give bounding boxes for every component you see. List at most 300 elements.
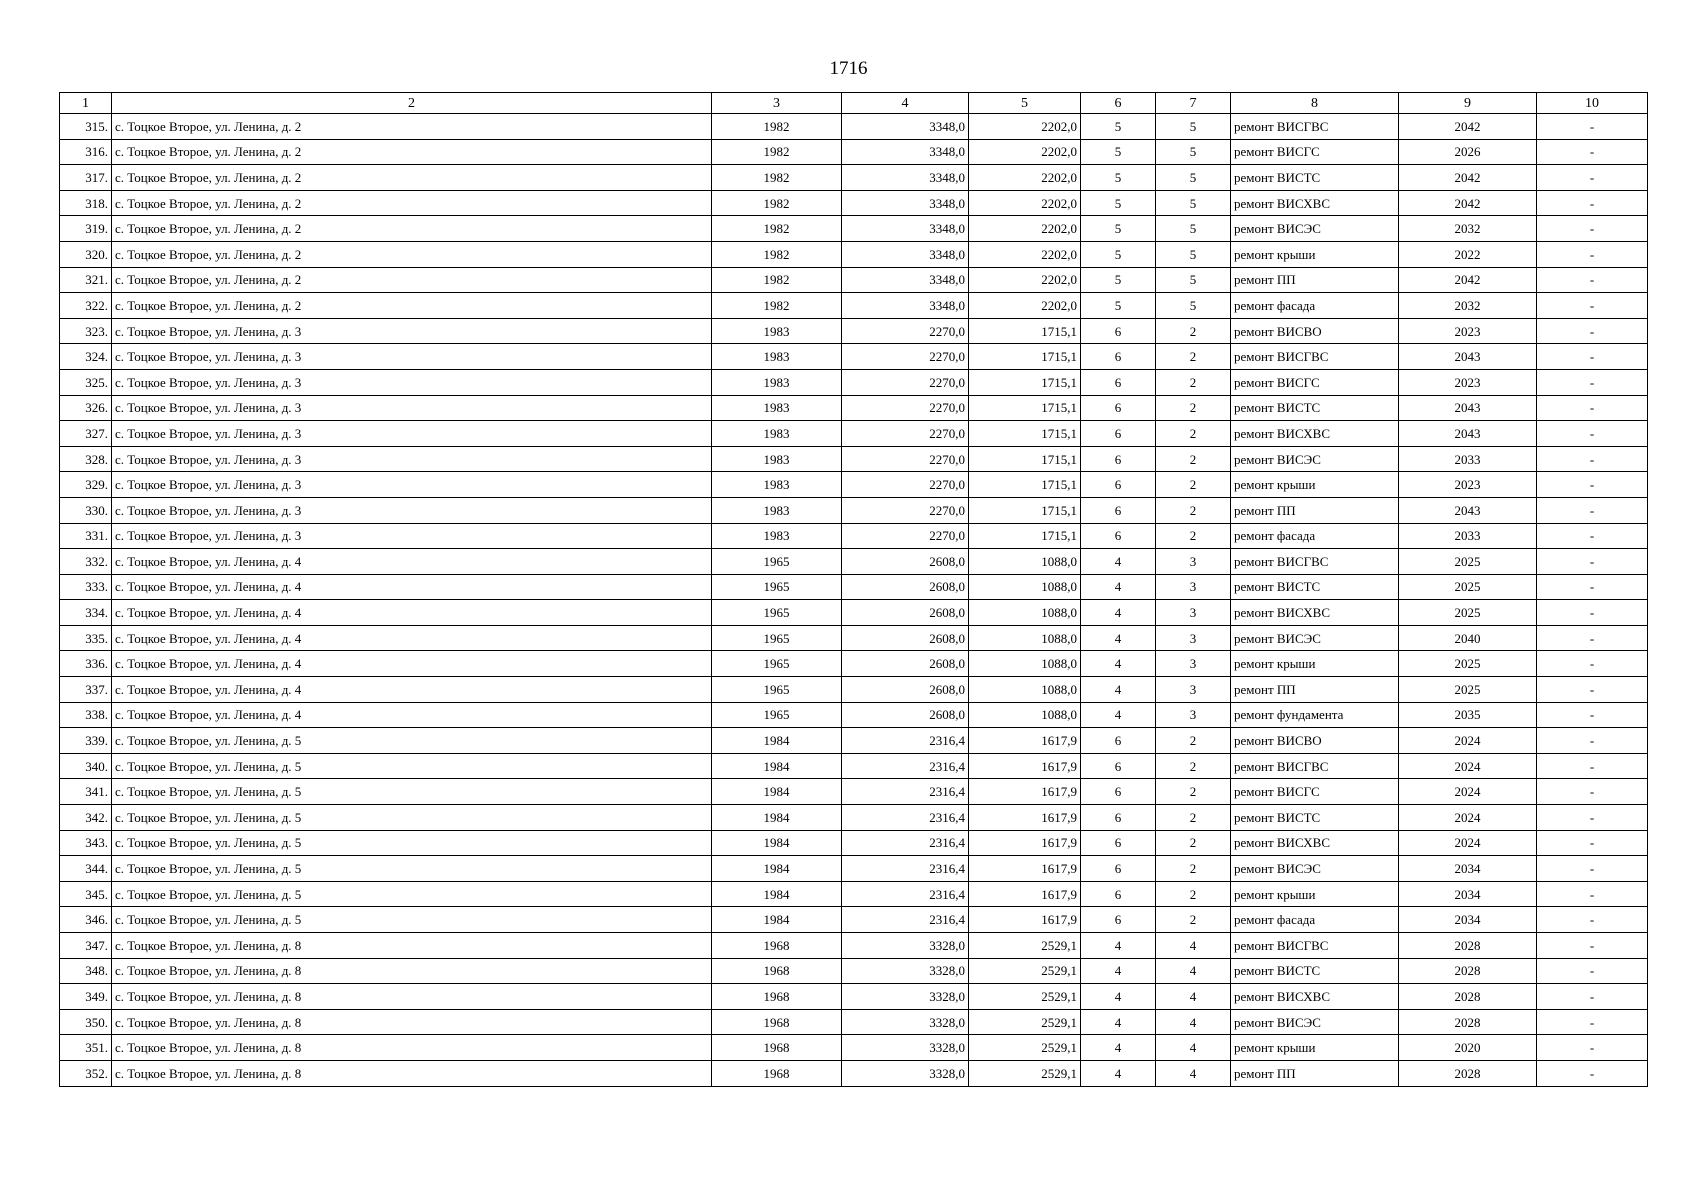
note-cell: - xyxy=(1537,856,1648,882)
work-type-cell: ремонт ВИСТС xyxy=(1231,165,1399,191)
living-area-cell: 1715,1 xyxy=(969,395,1081,421)
entrances-cell: 3 xyxy=(1156,677,1231,703)
note-cell: - xyxy=(1537,805,1648,831)
floors-cell: 4 xyxy=(1081,625,1156,651)
total-area-cell: 2270,0 xyxy=(842,497,969,523)
note-cell: - xyxy=(1537,369,1648,395)
floors-cell: 6 xyxy=(1081,421,1156,447)
entrances-cell: 2 xyxy=(1156,369,1231,395)
table-row xyxy=(60,805,1648,831)
floors-cell: 6 xyxy=(1081,472,1156,498)
work-type-cell: ремонт ВИСТС xyxy=(1231,395,1399,421)
table-row xyxy=(60,728,1648,754)
address-cell: с. Тоцкое Второе, ул. Ленина, д. 4 xyxy=(112,600,712,626)
build-year-cell: 1965 xyxy=(712,549,842,575)
table-row xyxy=(60,549,1648,575)
work-type-cell: ремонт крыши xyxy=(1231,1035,1399,1061)
build-year-cell: 1982 xyxy=(712,293,842,319)
work-type-cell: ремонт ВИСХВС xyxy=(1231,421,1399,447)
planned-year-cell: 2035 xyxy=(1399,702,1537,728)
living-area-cell: 2202,0 xyxy=(969,165,1081,191)
table-row xyxy=(60,881,1648,907)
floors-cell: 4 xyxy=(1081,677,1156,703)
address-cell: с. Тоцкое Второе, ул. Ленина, д. 4 xyxy=(112,651,712,677)
planned-year-cell: 2028 xyxy=(1399,1060,1537,1086)
build-year-cell: 1965 xyxy=(712,702,842,728)
build-year-cell: 1984 xyxy=(712,728,842,754)
planned-year-cell: 2023 xyxy=(1399,369,1537,395)
address-cell: с. Тоцкое Второе, ул. Ленина, д. 3 xyxy=(112,395,712,421)
note-cell: - xyxy=(1537,958,1648,984)
work-type-cell: ремонт ВИСГВС xyxy=(1231,753,1399,779)
floors-cell: 4 xyxy=(1081,574,1156,600)
address-cell: с. Тоцкое Второе, ул. Ленина, д. 5 xyxy=(112,907,712,933)
row-number-cell: 342. xyxy=(60,805,112,831)
planned-year-cell: 2043 xyxy=(1399,395,1537,421)
living-area-cell: 1715,1 xyxy=(969,523,1081,549)
build-year-cell: 1982 xyxy=(712,114,842,140)
entrances-cell: 4 xyxy=(1156,1009,1231,1035)
entrances-cell: 4 xyxy=(1156,1035,1231,1061)
work-type-cell: ремонт ВИСТС xyxy=(1231,958,1399,984)
note-cell: - xyxy=(1537,114,1648,140)
entrances-cell: 2 xyxy=(1156,881,1231,907)
address-cell: с. Тоцкое Второе, ул. Ленина, д. 3 xyxy=(112,369,712,395)
column-header-8: 8 xyxy=(1231,93,1399,114)
living-area-cell: 1715,1 xyxy=(969,497,1081,523)
planned-year-cell: 2033 xyxy=(1399,446,1537,472)
table-row xyxy=(60,600,1648,626)
floors-cell: 6 xyxy=(1081,728,1156,754)
total-area-cell: 3348,0 xyxy=(842,293,969,319)
total-area-cell: 2316,4 xyxy=(842,779,969,805)
floors-cell: 6 xyxy=(1081,830,1156,856)
build-year-cell: 1983 xyxy=(712,395,842,421)
table-row xyxy=(60,856,1648,882)
address-cell: с. Тоцкое Второе, ул. Ленина, д. 3 xyxy=(112,344,712,370)
address-cell: с. Тоцкое Второе, ул. Ленина, д. 3 xyxy=(112,497,712,523)
note-cell: - xyxy=(1537,472,1648,498)
address-cell: с. Тоцкое Второе, ул. Ленина, д. 5 xyxy=(112,856,712,882)
living-area-cell: 1088,0 xyxy=(969,651,1081,677)
planned-year-cell: 2042 xyxy=(1399,267,1537,293)
entrances-cell: 3 xyxy=(1156,549,1231,575)
address-cell: с. Тоцкое Второе, ул. Ленина, д. 2 xyxy=(112,216,712,242)
build-year-cell: 1982 xyxy=(712,267,842,293)
address-cell: с. Тоцкое Второе, ул. Ленина, д. 3 xyxy=(112,472,712,498)
total-area-cell: 2316,4 xyxy=(842,830,969,856)
living-area-cell: 2529,1 xyxy=(969,933,1081,959)
planned-year-cell: 2024 xyxy=(1399,779,1537,805)
build-year-cell: 1984 xyxy=(712,881,842,907)
planned-year-cell: 2034 xyxy=(1399,856,1537,882)
floors-cell: 4 xyxy=(1081,1009,1156,1035)
build-year-cell: 1982 xyxy=(712,139,842,165)
floors-cell: 6 xyxy=(1081,497,1156,523)
table-row xyxy=(60,651,1648,677)
build-year-cell: 1984 xyxy=(712,856,842,882)
entrances-cell: 5 xyxy=(1156,241,1231,267)
work-type-cell: ремонт ВИСЭС xyxy=(1231,1009,1399,1035)
address-cell: с. Тоцкое Второе, ул. Ленина, д. 3 xyxy=(112,446,712,472)
work-type-cell: ремонт фундамента xyxy=(1231,702,1399,728)
table-row xyxy=(60,497,1648,523)
build-year-cell: 1983 xyxy=(712,344,842,370)
build-year-cell: 1982 xyxy=(712,165,842,191)
entrances-cell: 2 xyxy=(1156,856,1231,882)
floors-cell: 6 xyxy=(1081,805,1156,831)
table-row xyxy=(60,369,1648,395)
planned-year-cell: 2043 xyxy=(1399,421,1537,447)
note-cell: - xyxy=(1537,421,1648,447)
build-year-cell: 1984 xyxy=(712,779,842,805)
entrances-cell: 3 xyxy=(1156,574,1231,600)
total-area-cell: 2608,0 xyxy=(842,702,969,728)
entrances-cell: 3 xyxy=(1156,651,1231,677)
work-type-cell: ремонт ВИСГВС xyxy=(1231,933,1399,959)
work-type-cell: ремонт крыши xyxy=(1231,881,1399,907)
total-area-cell: 3348,0 xyxy=(842,114,969,140)
total-area-cell: 2270,0 xyxy=(842,446,969,472)
table-row xyxy=(60,241,1648,267)
work-type-cell: ремонт ВИСЭС xyxy=(1231,446,1399,472)
table-row xyxy=(60,830,1648,856)
planned-year-cell: 2025 xyxy=(1399,677,1537,703)
row-number-cell: 347. xyxy=(60,933,112,959)
note-cell: - xyxy=(1537,1009,1648,1035)
address-cell: с. Тоцкое Второе, ул. Ленина, д. 2 xyxy=(112,241,712,267)
build-year-cell: 1983 xyxy=(712,472,842,498)
row-number-cell: 352. xyxy=(60,1060,112,1086)
table-row xyxy=(60,267,1648,293)
address-cell: с. Тоцкое Второе, ул. Ленина, д. 8 xyxy=(112,958,712,984)
note-cell: - xyxy=(1537,497,1648,523)
floors-cell: 4 xyxy=(1081,651,1156,677)
build-year-cell: 1968 xyxy=(712,1009,842,1035)
address-cell: с. Тоцкое Второе, ул. Ленина, д. 2 xyxy=(112,267,712,293)
living-area-cell: 2529,1 xyxy=(969,1009,1081,1035)
address-cell: с. Тоцкое Второе, ул. Ленина, д. 5 xyxy=(112,779,712,805)
build-year-cell: 1968 xyxy=(712,1035,842,1061)
build-year-cell: 1983 xyxy=(712,318,842,344)
living-area-cell: 2202,0 xyxy=(969,216,1081,242)
planned-year-cell: 2028 xyxy=(1399,933,1537,959)
entrances-cell: 5 xyxy=(1156,114,1231,140)
work-type-cell: ремонт ВИСГВС xyxy=(1231,344,1399,370)
row-number-cell: 320. xyxy=(60,241,112,267)
note-cell: - xyxy=(1537,574,1648,600)
build-year-cell: 1968 xyxy=(712,933,842,959)
planned-year-cell: 2028 xyxy=(1399,1009,1537,1035)
address-cell: с. Тоцкое Второе, ул. Ленина, д. 3 xyxy=(112,421,712,447)
row-number-cell: 330. xyxy=(60,497,112,523)
note-cell: - xyxy=(1537,779,1648,805)
work-type-cell: ремонт ПП xyxy=(1231,267,1399,293)
row-number-cell: 335. xyxy=(60,625,112,651)
table-body xyxy=(60,114,1648,1087)
address-cell: с. Тоцкое Второе, ул. Ленина, д. 8 xyxy=(112,1060,712,1086)
row-number-cell: 339. xyxy=(60,728,112,754)
row-number-cell: 337. xyxy=(60,677,112,703)
row-number-cell: 325. xyxy=(60,369,112,395)
row-number-cell: 322. xyxy=(60,293,112,319)
address-cell: с. Тоцкое Второе, ул. Ленина, д. 3 xyxy=(112,523,712,549)
living-area-cell: 2202,0 xyxy=(969,190,1081,216)
note-cell: - xyxy=(1537,139,1648,165)
table-row xyxy=(60,190,1648,216)
row-number-cell: 328. xyxy=(60,446,112,472)
total-area-cell: 2608,0 xyxy=(842,549,969,575)
note-cell: - xyxy=(1537,830,1648,856)
table-row xyxy=(60,574,1648,600)
entrances-cell: 2 xyxy=(1156,421,1231,447)
work-type-cell: ремонт ВИСЭС xyxy=(1231,856,1399,882)
entrances-cell: 2 xyxy=(1156,318,1231,344)
column-header-2: 2 xyxy=(112,93,712,114)
total-area-cell: 2316,4 xyxy=(842,728,969,754)
work-type-cell: ремонт фасада xyxy=(1231,293,1399,319)
row-number-cell: 338. xyxy=(60,702,112,728)
table-row xyxy=(60,1035,1648,1061)
work-type-cell: ремонт ВИСГВС xyxy=(1231,549,1399,575)
work-type-cell: ремонт крыши xyxy=(1231,472,1399,498)
address-cell: с. Тоцкое Второе, ул. Ленина, д. 8 xyxy=(112,1009,712,1035)
floors-cell: 5 xyxy=(1081,165,1156,191)
floors-cell: 6 xyxy=(1081,523,1156,549)
note-cell: - xyxy=(1537,318,1648,344)
living-area-cell: 1715,1 xyxy=(969,344,1081,370)
work-type-cell: ремонт ПП xyxy=(1231,497,1399,523)
entrances-cell: 2 xyxy=(1156,523,1231,549)
total-area-cell: 2270,0 xyxy=(842,523,969,549)
floors-cell: 6 xyxy=(1081,753,1156,779)
table-row xyxy=(60,165,1648,191)
total-area-cell: 3328,0 xyxy=(842,984,969,1010)
column-header-5: 5 xyxy=(969,93,1081,114)
row-number-cell: 343. xyxy=(60,830,112,856)
table-row xyxy=(60,421,1648,447)
total-area-cell: 3328,0 xyxy=(842,1009,969,1035)
table-row xyxy=(60,344,1648,370)
note-cell: - xyxy=(1537,600,1648,626)
total-area-cell: 3348,0 xyxy=(842,216,969,242)
entrances-cell: 3 xyxy=(1156,600,1231,626)
work-type-cell: ремонт ВИСГС xyxy=(1231,369,1399,395)
address-cell: с. Тоцкое Второе, ул. Ленина, д. 5 xyxy=(112,805,712,831)
planned-year-cell: 2024 xyxy=(1399,728,1537,754)
note-cell: - xyxy=(1537,907,1648,933)
living-area-cell: 1617,9 xyxy=(969,856,1081,882)
entrances-cell: 3 xyxy=(1156,625,1231,651)
living-area-cell: 1715,1 xyxy=(969,446,1081,472)
note-cell: - xyxy=(1537,267,1648,293)
table-row xyxy=(60,318,1648,344)
entrances-cell: 2 xyxy=(1156,497,1231,523)
floors-cell: 6 xyxy=(1081,344,1156,370)
build-year-cell: 1982 xyxy=(712,241,842,267)
floors-cell: 6 xyxy=(1081,907,1156,933)
column-header-1: 1 xyxy=(60,93,112,114)
total-area-cell: 2316,4 xyxy=(842,881,969,907)
floors-cell: 6 xyxy=(1081,318,1156,344)
work-type-cell: ремонт ВИСВО xyxy=(1231,728,1399,754)
row-number-cell: 333. xyxy=(60,574,112,600)
note-cell: - xyxy=(1537,241,1648,267)
row-number-cell: 346. xyxy=(60,907,112,933)
total-area-cell: 3348,0 xyxy=(842,165,969,191)
living-area-cell: 1617,9 xyxy=(969,907,1081,933)
floors-cell: 4 xyxy=(1081,549,1156,575)
table-row xyxy=(60,677,1648,703)
total-area-cell: 2270,0 xyxy=(842,318,969,344)
work-type-cell: ремонт ВИСГВС xyxy=(1231,114,1399,140)
floors-cell: 6 xyxy=(1081,881,1156,907)
column-header-3: 3 xyxy=(712,93,842,114)
planned-year-cell: 2028 xyxy=(1399,984,1537,1010)
floors-cell: 5 xyxy=(1081,139,1156,165)
note-cell: - xyxy=(1537,984,1648,1010)
total-area-cell: 3328,0 xyxy=(842,1035,969,1061)
entrances-cell: 2 xyxy=(1156,446,1231,472)
total-area-cell: 2270,0 xyxy=(842,421,969,447)
address-cell: с. Тоцкое Второе, ул. Ленина, д. 4 xyxy=(112,702,712,728)
note-cell: - xyxy=(1537,216,1648,242)
note-cell: - xyxy=(1537,702,1648,728)
address-cell: с. Тоцкое Второе, ул. Ленина, д. 3 xyxy=(112,318,712,344)
total-area-cell: 3348,0 xyxy=(842,139,969,165)
planned-year-cell: 2032 xyxy=(1399,293,1537,319)
table-row xyxy=(60,446,1648,472)
floors-cell: 6 xyxy=(1081,446,1156,472)
work-type-cell: ремонт ВИСХВС xyxy=(1231,190,1399,216)
column-header-6: 6 xyxy=(1081,93,1156,114)
planned-year-cell: 2024 xyxy=(1399,753,1537,779)
work-type-cell: ремонт фасада xyxy=(1231,523,1399,549)
floors-cell: 4 xyxy=(1081,933,1156,959)
living-area-cell: 2202,0 xyxy=(969,139,1081,165)
table-row xyxy=(60,139,1648,165)
work-type-cell: ремонт ВИСХВС xyxy=(1231,600,1399,626)
repair-schedule-table xyxy=(59,92,1648,1087)
planned-year-cell: 2023 xyxy=(1399,472,1537,498)
living-area-cell: 1617,9 xyxy=(969,728,1081,754)
planned-year-cell: 2023 xyxy=(1399,318,1537,344)
total-area-cell: 2270,0 xyxy=(842,369,969,395)
entrances-cell: 2 xyxy=(1156,472,1231,498)
table-row xyxy=(60,779,1648,805)
total-area-cell: 3328,0 xyxy=(842,1060,969,1086)
table-header-row xyxy=(60,93,1648,114)
planned-year-cell: 2025 xyxy=(1399,549,1537,575)
build-year-cell: 1965 xyxy=(712,574,842,600)
row-number-cell: 324. xyxy=(60,344,112,370)
entrances-cell: 3 xyxy=(1156,702,1231,728)
build-year-cell: 1982 xyxy=(712,190,842,216)
row-number-cell: 323. xyxy=(60,318,112,344)
row-number-cell: 318. xyxy=(60,190,112,216)
note-cell: - xyxy=(1537,753,1648,779)
living-area-cell: 2529,1 xyxy=(969,958,1081,984)
build-year-cell: 1983 xyxy=(712,446,842,472)
note-cell: - xyxy=(1537,1035,1648,1061)
planned-year-cell: 2034 xyxy=(1399,907,1537,933)
living-area-cell: 1088,0 xyxy=(969,600,1081,626)
floors-cell: 4 xyxy=(1081,1060,1156,1086)
work-type-cell: ремонт ВИСГС xyxy=(1231,139,1399,165)
living-area-cell: 1617,9 xyxy=(969,753,1081,779)
build-year-cell: 1984 xyxy=(712,830,842,856)
entrances-cell: 4 xyxy=(1156,984,1231,1010)
work-type-cell: ремонт ПП xyxy=(1231,677,1399,703)
planned-year-cell: 2025 xyxy=(1399,651,1537,677)
planned-year-cell: 2026 xyxy=(1399,139,1537,165)
address-cell: с. Тоцкое Второе, ул. Ленина, д. 5 xyxy=(112,881,712,907)
living-area-cell: 1715,1 xyxy=(969,369,1081,395)
address-cell: с. Тоцкое Второе, ул. Ленина, д. 5 xyxy=(112,728,712,754)
living-area-cell: 1088,0 xyxy=(969,549,1081,575)
address-cell: с. Тоцкое Второе, ул. Ленина, д. 4 xyxy=(112,549,712,575)
work-type-cell: ремонт ВИСЭС xyxy=(1231,216,1399,242)
living-area-cell: 2202,0 xyxy=(969,241,1081,267)
note-cell: - xyxy=(1537,293,1648,319)
build-year-cell: 1982 xyxy=(712,216,842,242)
build-year-cell: 1968 xyxy=(712,958,842,984)
row-number-cell: 316. xyxy=(60,139,112,165)
planned-year-cell: 2024 xyxy=(1399,805,1537,831)
total-area-cell: 2608,0 xyxy=(842,600,969,626)
row-number-cell: 329. xyxy=(60,472,112,498)
build-year-cell: 1983 xyxy=(712,421,842,447)
build-year-cell: 1965 xyxy=(712,677,842,703)
total-area-cell: 2270,0 xyxy=(842,472,969,498)
build-year-cell: 1984 xyxy=(712,907,842,933)
floors-cell: 5 xyxy=(1081,114,1156,140)
planned-year-cell: 2022 xyxy=(1399,241,1537,267)
address-cell: с. Тоцкое Второе, ул. Ленина, д. 4 xyxy=(112,625,712,651)
work-type-cell: ремонт ВИСЭС xyxy=(1231,625,1399,651)
planned-year-cell: 2040 xyxy=(1399,625,1537,651)
floors-cell: 4 xyxy=(1081,600,1156,626)
planned-year-cell: 2025 xyxy=(1399,574,1537,600)
entrances-cell: 2 xyxy=(1156,805,1231,831)
entrances-cell: 5 xyxy=(1156,139,1231,165)
total-area-cell: 2608,0 xyxy=(842,625,969,651)
total-area-cell: 2316,4 xyxy=(842,753,969,779)
total-area-cell: 2316,4 xyxy=(842,856,969,882)
planned-year-cell: 2042 xyxy=(1399,165,1537,191)
build-year-cell: 1965 xyxy=(712,651,842,677)
living-area-cell: 2202,0 xyxy=(969,293,1081,319)
address-cell: с. Тоцкое Второе, ул. Ленина, д. 4 xyxy=(112,677,712,703)
living-area-cell: 1617,9 xyxy=(969,830,1081,856)
address-cell: с. Тоцкое Второе, ул. Ленина, д. 2 xyxy=(112,190,712,216)
floors-cell: 6 xyxy=(1081,369,1156,395)
planned-year-cell: 2033 xyxy=(1399,523,1537,549)
build-year-cell: 1968 xyxy=(712,1060,842,1086)
row-number-cell: 345. xyxy=(60,881,112,907)
floors-cell: 6 xyxy=(1081,779,1156,805)
living-area-cell: 1088,0 xyxy=(969,702,1081,728)
table-row xyxy=(60,216,1648,242)
planned-year-cell: 2024 xyxy=(1399,830,1537,856)
column-header-10: 10 xyxy=(1537,93,1648,114)
living-area-cell: 1715,1 xyxy=(969,421,1081,447)
living-area-cell: 1715,1 xyxy=(969,318,1081,344)
row-number-cell: 350. xyxy=(60,1009,112,1035)
table-row xyxy=(60,907,1648,933)
table-row xyxy=(60,114,1648,140)
total-area-cell: 3328,0 xyxy=(842,958,969,984)
